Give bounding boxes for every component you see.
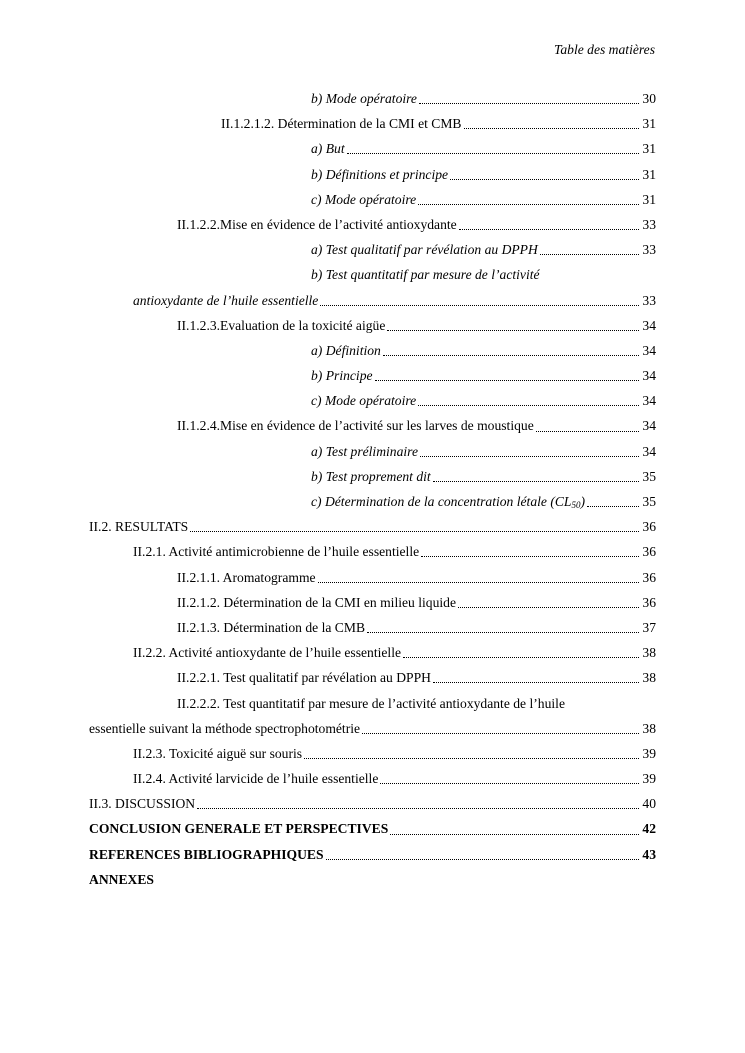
dot-leader	[420, 456, 639, 457]
dot-leader	[540, 254, 640, 255]
toc-page-number: 39	[642, 745, 656, 761]
toc-entry[interactable]	[89, 791, 656, 816]
dot-leader	[347, 153, 640, 154]
dot-leader	[375, 380, 640, 381]
toc-page-number: 36	[642, 544, 656, 560]
toc-page-number: 37	[642, 619, 656, 635]
toc-entry-label: b) Mode opératoire	[311, 86, 418, 111]
toc-entry-label: II.1.2.1.2. Détermination de la CMI et CMB	[221, 111, 463, 136]
toc-page-number: 42	[642, 821, 656, 837]
toc-entry[interactable]	[89, 514, 656, 539]
toc-entry-label: c) Mode opératoire	[311, 388, 417, 413]
toc-page-number: 33	[642, 216, 656, 232]
toc-entry-label: II.2.2. Activité antioxydante de l’huile essentielle	[133, 640, 402, 665]
toc-page-number: 40	[642, 796, 656, 812]
toc-page-number: 36	[642, 594, 656, 610]
toc-entry[interactable]	[89, 464, 656, 489]
toc-entry-label: antioxydante de l’huile essentielle	[133, 288, 319, 313]
toc-entry-label: b) Test quantitatif par mesure de l’activité	[311, 262, 541, 287]
toc-page-number: 31	[642, 116, 656, 132]
toc-entry[interactable]	[89, 539, 656, 564]
toc-page-number: 34	[642, 317, 656, 333]
toc-entry-label: b) Principe	[311, 363, 374, 388]
table-of-contents	[89, 86, 656, 892]
toc-entry-label: REFERENCES BIBLIOGRAPHIQUES	[89, 842, 325, 867]
toc-entry[interactable]	[89, 237, 656, 262]
dot-leader	[326, 859, 640, 860]
toc-page-number: 34	[642, 393, 656, 409]
toc-entry-label: II.2. RESULTATS	[89, 514, 189, 539]
toc-entry[interactable]	[89, 565, 656, 590]
toc-page-number: 34	[642, 443, 656, 459]
toc-entry-label: a) But	[311, 136, 346, 161]
toc-entry-label: ANNEXES	[89, 867, 155, 892]
toc-page-number: 34	[642, 418, 656, 434]
toc-entry-label: essentielle suivant la méthode spectrophotométrie	[89, 716, 361, 741]
toc-entry[interactable]	[89, 691, 656, 716]
dot-leader	[367, 632, 639, 633]
toc-entry[interactable]	[89, 338, 656, 363]
toc-entry[interactable]	[89, 590, 656, 615]
toc-entry-label: II.2.3. Toxicité aiguë sur souris	[133, 741, 303, 766]
toc-page-number: 34	[642, 368, 656, 384]
toc-entry[interactable]	[89, 212, 656, 237]
dot-leader	[318, 582, 640, 583]
running-header: Table des matières	[554, 42, 655, 57]
toc-page-number: 39	[642, 771, 656, 787]
toc-entry-label: a) Test qualitatif par révélation au DPPH	[311, 237, 539, 262]
toc-page-number: 38	[642, 720, 656, 736]
toc-entry-label: II.2.1.1. Aromatogramme	[177, 565, 317, 590]
toc-entry-label: c) Mode opératoire	[311, 187, 417, 212]
dot-leader	[433, 682, 639, 683]
toc-page-number: 36	[642, 569, 656, 585]
toc-entry[interactable]	[89, 86, 656, 111]
dot-leader	[433, 481, 640, 482]
toc-entry-label: CONCLUSION GENERALE ET PERSPECTIVES	[89, 816, 389, 841]
toc-entry[interactable]	[89, 842, 656, 867]
toc-entry-label: c) Détermination de la concentration létale $(CL_{50})$	[311, 489, 586, 514]
toc-entry-label: b) Test proprement dit	[311, 464, 432, 489]
toc-page-number: 30	[642, 91, 656, 106]
toc-entry[interactable]	[89, 615, 656, 640]
toc-entry-label: II.1.2.4.Mise en évidence de l’activité sur les larves de moustique	[177, 413, 535, 438]
toc-entry[interactable]	[89, 741, 656, 766]
dot-leader	[458, 607, 639, 608]
toc-entry[interactable]	[89, 489, 656, 514]
toc-entry[interactable]	[89, 313, 656, 338]
toc-entry[interactable]	[89, 439, 656, 464]
dot-leader	[459, 229, 640, 230]
toc-entry[interactable]	[89, 162, 656, 187]
toc-page-number: 33	[642, 292, 656, 308]
toc-entry[interactable]	[89, 187, 656, 212]
dot-leader	[419, 103, 639, 104]
toc-page-number: 31	[642, 141, 656, 157]
dot-leader	[304, 758, 639, 759]
toc-page-number: 35	[642, 468, 656, 484]
dot-leader	[464, 128, 640, 129]
dot-leader	[418, 405, 639, 406]
dot-leader	[383, 355, 640, 356]
toc-page-number: 35	[642, 494, 656, 509]
toc-entry-label: II.2.2.2. Test quantitatif par mesure de l’activité antioxydante de l’huile	[177, 691, 566, 716]
toc-entry-label: II.1.2.3.Evaluation de la toxicité aigüe	[177, 313, 386, 338]
dot-leader	[197, 808, 639, 809]
toc-entry-label: b) Définitions et principe	[311, 162, 449, 187]
subscript: 50	[571, 500, 581, 510]
toc-entry[interactable]	[89, 363, 656, 388]
toc-entry[interactable]	[89, 136, 656, 161]
dot-leader	[587, 506, 639, 507]
dot-leader	[450, 179, 639, 180]
toc-entry[interactable]	[89, 111, 656, 136]
toc-page-number: 36	[642, 519, 656, 535]
dot-leader	[362, 733, 639, 734]
dot-leader	[418, 204, 639, 205]
dot-leader	[403, 657, 639, 658]
toc-entry-label: II.1.2.2.Mise en évidence de l’activité antioxydante	[177, 212, 458, 237]
toc-page-number: 38	[642, 670, 656, 686]
toc-entry-label: a) Définition	[311, 338, 382, 363]
dot-leader	[380, 783, 639, 784]
toc-entry[interactable]	[89, 388, 656, 413]
toc-entry[interactable]	[89, 413, 656, 438]
toc-page-number: 34	[642, 342, 656, 358]
dot-leader	[320, 305, 639, 306]
toc-page-number: 31	[642, 166, 656, 182]
toc-entry[interactable]	[89, 766, 656, 791]
toc-entry-label: II.2.2.1. Test qualitatif par révélation au DPPH	[177, 665, 432, 690]
toc-entry[interactable]	[89, 665, 656, 690]
dot-leader	[390, 834, 639, 835]
dot-leader	[536, 431, 640, 432]
toc-entry[interactable]	[89, 816, 656, 841]
toc-page-number: 38	[642, 645, 656, 661]
toc-page-number: 31	[642, 191, 656, 207]
toc-page-number: 43	[642, 846, 656, 862]
toc-entry-label: II.2.1.2. Détermination de la CMI en milieu liquide	[177, 590, 457, 615]
toc-entry-label: II.2.1.3. Détermination de la CMB	[177, 615, 366, 640]
dot-leader	[190, 531, 639, 532]
toc-entry[interactable]	[89, 262, 656, 287]
toc-entry-label: a) Test préliminaire	[311, 439, 419, 464]
dot-leader	[387, 330, 639, 331]
toc-entry-label: II.3. DISCUSSION	[89, 791, 196, 816]
toc-entry-label: II.2.1. Activité antimicrobienne de l’huile essentielle	[133, 539, 420, 564]
toc-entry[interactable]	[89, 640, 656, 665]
toc-entry[interactable]	[89, 288, 656, 313]
toc-entry[interactable]	[89, 867, 656, 892]
toc-page-number: 33	[642, 242, 656, 258]
toc-entry-label: II.2.4. Activité larvicide de l’huile essentielle	[133, 766, 379, 791]
dot-leader	[421, 556, 639, 557]
toc-entry[interactable]	[89, 716, 656, 741]
